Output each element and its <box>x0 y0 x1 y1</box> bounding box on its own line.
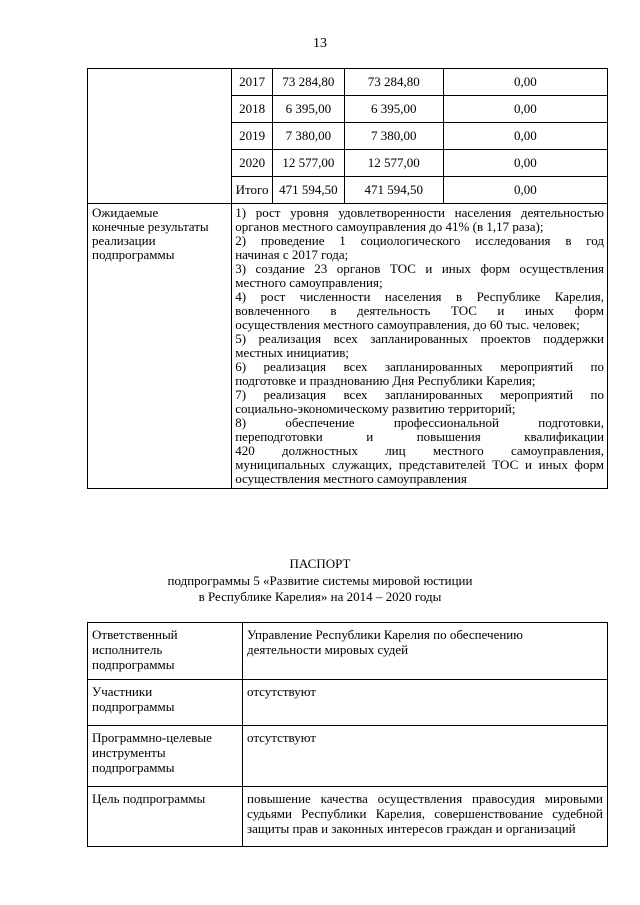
text-line: органов местного самоуправления до 41% (в 1,17 раза); <box>235 219 544 234</box>
text-line: переподготовки и повышения квалификации <box>235 429 604 444</box>
label-line: исполнитель <box>92 642 163 657</box>
other-cell: 0,00 <box>443 123 607 150</box>
text-line: вовлеченного в деятельность ТОС и иных форм <box>235 303 604 318</box>
budget-cell: 73 284,80 <box>344 69 443 96</box>
total-cell: 73 284,80 <box>272 69 344 96</box>
label-line: Ожидаемые <box>92 205 159 220</box>
text-line: местного самоуправления; <box>235 275 383 290</box>
table-row <box>88 726 608 787</box>
row-label <box>88 680 243 726</box>
passport-table <box>87 622 608 847</box>
total-cell: 6 395,00 <box>272 96 344 123</box>
text-line: муниципальных служащих, представителей ТОС и иных форм <box>235 457 604 472</box>
label-line: подпрограммы <box>92 657 175 672</box>
value-line: отсутствуют <box>247 730 316 745</box>
value-line: повышение качества осуществления правосудия мировыми <box>247 791 603 806</box>
total-cell: 7 380,00 <box>272 123 344 150</box>
other-cell: 0,00 <box>443 96 607 123</box>
budget-cell: 471 594,50 <box>344 177 443 204</box>
value-line: деятельности мировых судей <box>247 642 409 657</box>
value-line: защиты прав и законных интересов граждан и организаций <box>247 821 576 836</box>
budget-cell: 7 380,00 <box>344 123 443 150</box>
year-cell: Итого <box>232 177 273 204</box>
other-cell: 0,00 <box>443 177 607 204</box>
label-line: Участники <box>92 684 153 699</box>
label-line: инструменты <box>92 745 166 760</box>
value-line: отсутствуют <box>247 684 316 699</box>
text-line: 420 должностных лиц местного самоуправления, <box>235 443 604 458</box>
row-label <box>88 726 243 787</box>
label-line: подпрограммы <box>92 760 175 775</box>
row-label <box>88 623 243 680</box>
row-value <box>243 726 608 787</box>
year-cell: 2017 <box>232 69 273 96</box>
passport-subtitle-2: в Республике Карелия» на 2014 – 2020 годы <box>198 589 442 604</box>
value-line: Управление Республики Карелия по обеспечению <box>247 627 523 642</box>
text-line: осуществления местного самоуправления, до 60 тыс. человек; <box>235 317 580 332</box>
results-label <box>88 204 232 489</box>
text-line: осуществления местного самоуправления <box>235 471 467 486</box>
label-line: Ответственный <box>92 627 178 642</box>
results-text <box>232 204 608 489</box>
total-cell: 12 577,00 <box>272 150 344 177</box>
label-line: конечные результаты <box>92 219 209 234</box>
text-line: 8) обеспечение профессиональной подготовки, <box>235 415 604 430</box>
empty-label-cell <box>88 69 232 204</box>
passport-title: ПАСПОРТ <box>289 556 351 571</box>
text-line: 1) рост уровня удовлетворенности населения деятельностью <box>235 205 604 220</box>
value-line: судьями Республики Карелия, совершенствование судебной <box>247 806 603 821</box>
text-line: начиная с 2017 года; <box>235 247 349 262</box>
budget-cell: 6 395,00 <box>344 96 443 123</box>
page-number: 13 <box>313 36 327 51</box>
finance-table <box>87 68 608 489</box>
year-cell: 2019 <box>232 123 273 150</box>
year-cell: 2018 <box>232 96 273 123</box>
table-row <box>88 787 608 847</box>
other-cell: 0,00 <box>443 150 607 177</box>
label-line: подпрограммы <box>92 247 175 262</box>
text-line: 2) проведение 1 социологического исследования в год <box>235 233 604 248</box>
total-cell: 471 594,50 <box>272 177 344 204</box>
text-line: 7) реализация всех запланированных мероприятий по <box>235 387 604 402</box>
row-value <box>243 623 608 680</box>
text-line: 3) создание 23 органов ТОС и иных форм осуществления <box>235 261 604 276</box>
text-line: 4) рост численности населения в Республике Карелия, <box>235 289 604 304</box>
text-line: подготовке и празднованию Дня Республики Карелия; <box>235 373 536 388</box>
label-line: подпрограммы <box>92 699 175 714</box>
label-line: Программно-целевые <box>92 730 212 745</box>
row-value <box>243 680 608 726</box>
text-line: местных инициатив; <box>235 345 350 360</box>
table-row <box>88 623 608 680</box>
passport-subtitle-1: подпрограммы 5 «Развитие системы мировой юстиции <box>167 573 473 588</box>
other-cell: 0,00 <box>443 69 607 96</box>
year-cell: 2020 <box>232 150 273 177</box>
text-line: 6) реализация всех запланированных мероприятий по <box>235 359 604 374</box>
label-line: реализации <box>92 233 156 248</box>
text-line: социально-экономическому развитию территорий; <box>235 401 516 416</box>
row-label <box>88 787 243 847</box>
row-value <box>243 787 608 847</box>
budget-cell: 12 577,00 <box>344 150 443 177</box>
text-line: 5) реализация всех запланированных проектов поддержки <box>235 331 604 346</box>
label-line: Цель подпрограммы <box>92 791 206 806</box>
table-row <box>88 69 608 96</box>
results-row <box>88 204 608 489</box>
table-row <box>88 680 608 726</box>
